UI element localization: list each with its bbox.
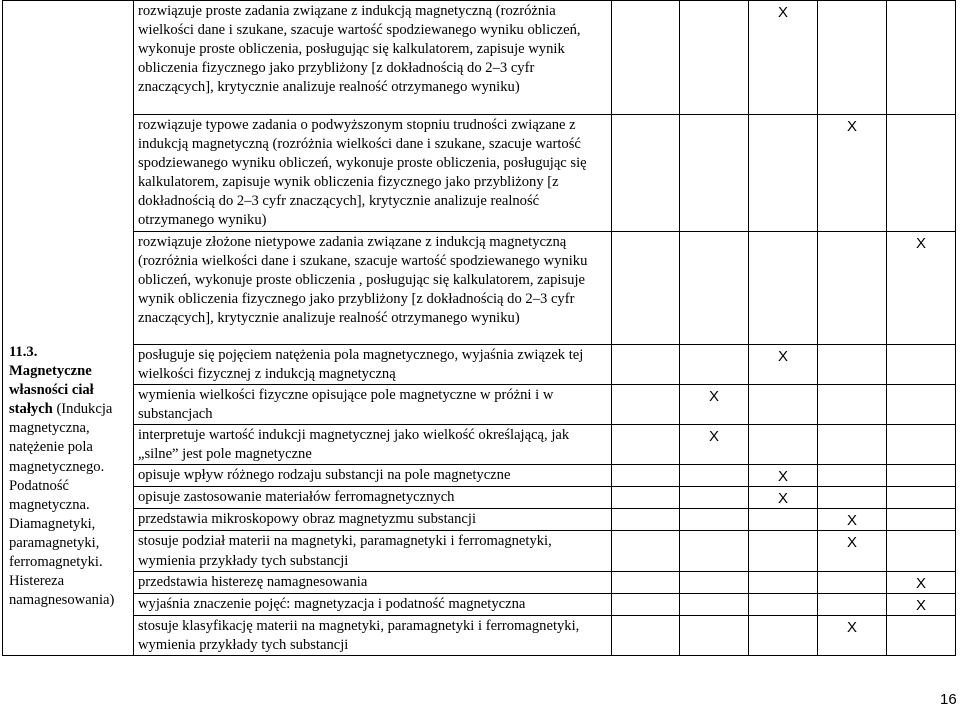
table-row [3, 231, 956, 344]
level-3-mark [749, 593, 818, 615]
requirement-text: wymienia wielkości fizyczne opisujące pole magnetyczne w próżni i w substancjach [134, 384, 612, 424]
level-2-mark: X [680, 384, 749, 424]
level-5-mark [887, 487, 956, 509]
table-row [3, 509, 956, 531]
level-4-mark [818, 231, 887, 344]
level-5-mark [887, 531, 956, 571]
level-2-mark: X [680, 424, 749, 464]
level-4-mark: X [818, 509, 887, 531]
level-3-mark: X [749, 487, 818, 509]
level-1-mark [612, 424, 680, 464]
level-2-mark [680, 1, 749, 115]
table-row [3, 593, 956, 615]
level-5-mark [887, 509, 956, 531]
level-4-mark [818, 384, 887, 424]
requirement-text: rozwiązuje złożone nietypowe zadania związane z indukcją magnetyczną (rozróżnia wielkości dane i szukane, szacuje wartość spodziewanego wyniku obliczeń, wykonuje proste obliczenia , posługując się kalkulatorem, zapisuje wynik obliczenia fizycznego jako przybliżony [z dokładnością do 2–3 cyfr znaczących], krytycznie analizuje realność otrzymanego wyniku) [134, 231, 612, 344]
table-row [3, 615, 956, 655]
requirement-text: rozwiązuje typowe zadania o podwyższonym stopniu trudności związane z indukcją magnetyczną (rozróżnia wielkości dane i szukane, szacuje wartość spodziewanego wyniku obliczeń, wykonuje proste obliczenia, posługując się kalkulatorem, zapisuje wynik obliczenia fizycznego jako przybliżony [z dokładnością do 2–3 cyfr znaczących], krytycznie analizuje realność otrzymanego wyniku) [134, 115, 612, 232]
table-row [3, 1, 956, 115]
level-2-mark [680, 115, 749, 232]
level-2-mark [680, 571, 749, 593]
level-4-mark: X [818, 615, 887, 655]
level-3-mark [749, 615, 818, 655]
requirement-text: interpretuje wartość indukcji magnetycznej jako wielkość określającą, jak „silne” jest pole magnetyczne [134, 424, 612, 464]
level-1-mark [612, 615, 680, 655]
requirement-text: przedstawia mikroskopowy obraz magnetyzmu substancji [134, 509, 612, 531]
level-1-mark [612, 231, 680, 344]
level-3-mark [749, 384, 818, 424]
level-3-mark [749, 531, 818, 571]
level-5-mark [887, 115, 956, 232]
level-3-mark: X [749, 1, 818, 115]
level-2-mark [680, 231, 749, 344]
level-5-mark [887, 344, 956, 384]
level-1-mark [612, 531, 680, 571]
level-1-mark [612, 344, 680, 384]
table-row [3, 115, 956, 232]
level-1-mark [612, 571, 680, 593]
level-1-mark [612, 465, 680, 487]
level-1-mark [612, 509, 680, 531]
level-5-mark: X [887, 593, 956, 615]
level-4-mark [818, 465, 887, 487]
requirement-text: rozwiązuje proste zadania związane z indukcją magnetyczną (rozróżnia wielkości dane i szukane, szacuje wartość spodziewanego wyniku obliczeń, wykonuje proste obliczenia, posługując się kalkulatorem, zapisuje wynik obliczenia fizycznego jako przybliżony [z dokładnością do 2–3 cyfr znaczących], krytycznie analizuje realność otrzymanego wyniku) [134, 1, 612, 115]
level-3-mark [749, 509, 818, 531]
level-5-mark: X [887, 231, 956, 344]
requirement-text: opisuje wpływ różnego rodzaju substancji na pole magnetyczne [134, 465, 612, 487]
level-2-mark [680, 593, 749, 615]
topic-details: (Indukcja magnetyczna, natężenie pola magnetycznego. Podatność magnetyczna. Diamagnetyki, paramagnetyki, ferromagnetyki. Histereza namagnesowania) [9, 401, 115, 609]
level-3-mark [749, 231, 818, 344]
level-5-mark [887, 1, 956, 115]
level-1-mark [612, 593, 680, 615]
level-5-mark: X [887, 571, 956, 593]
table-row [3, 384, 956, 424]
requirement-text: stosuje podział materii na magnetyki, paramagnetyki i ferromagnetyki, wymienia przykłady tych substancji [134, 531, 612, 571]
level-4-mark [818, 593, 887, 615]
level-3-mark [749, 115, 818, 232]
requirements-table [2, 0, 956, 656]
page-number: 16 [940, 691, 957, 708]
table-row [3, 571, 956, 593]
requirement-text: przedstawia histerezę namagnesowania [134, 571, 612, 593]
level-4-mark [818, 424, 887, 464]
level-2-mark [680, 344, 749, 384]
table-row [3, 531, 956, 571]
requirement-text: opisuje zastosowanie materiałów ferromagnetycznych [134, 487, 612, 509]
level-4-mark [818, 1, 887, 115]
level-4-mark [818, 571, 887, 593]
level-4-mark [818, 487, 887, 509]
table-row [3, 424, 956, 464]
level-3-mark: X [749, 465, 818, 487]
level-2-mark [680, 615, 749, 655]
level-5-mark [887, 424, 956, 464]
level-1-mark [612, 384, 680, 424]
level-5-mark [887, 384, 956, 424]
level-2-mark [680, 465, 749, 487]
level-5-mark [887, 615, 956, 655]
topic-number: 11.3. [9, 344, 38, 360]
requirement-text: wyjaśnia znaczenie pojęć: magnetyzacja i podatność magnetyczna [134, 593, 612, 615]
level-4-mark: X [818, 115, 887, 232]
level-1-mark [612, 1, 680, 115]
level-2-mark [680, 509, 749, 531]
level-3-mark: X [749, 344, 818, 384]
level-3-mark [749, 571, 818, 593]
level-2-mark [680, 487, 749, 509]
level-2-mark [680, 531, 749, 571]
topic-cell [3, 1, 134, 656]
table-row [3, 465, 956, 487]
topic-title: Magnetyczne własności ciał stałych [9, 363, 94, 418]
table-row [3, 487, 956, 509]
requirement-text: posługuje się pojęciem natężenia pola magnetycznego, wyjaśnia związek tej wielkości fizycznej z indukcją magnetyczną [134, 344, 612, 384]
level-5-mark [887, 465, 956, 487]
requirement-text: stosuje klasyfikację materii na magnetyki, paramagnetyki i ferromagnetyki, wymienia przykłady tych substancji [134, 615, 612, 655]
table-row [3, 344, 956, 384]
level-1-mark [612, 487, 680, 509]
level-4-mark: X [818, 531, 887, 571]
level-4-mark [818, 344, 887, 384]
level-3-mark [749, 424, 818, 464]
level-1-mark [612, 115, 680, 232]
